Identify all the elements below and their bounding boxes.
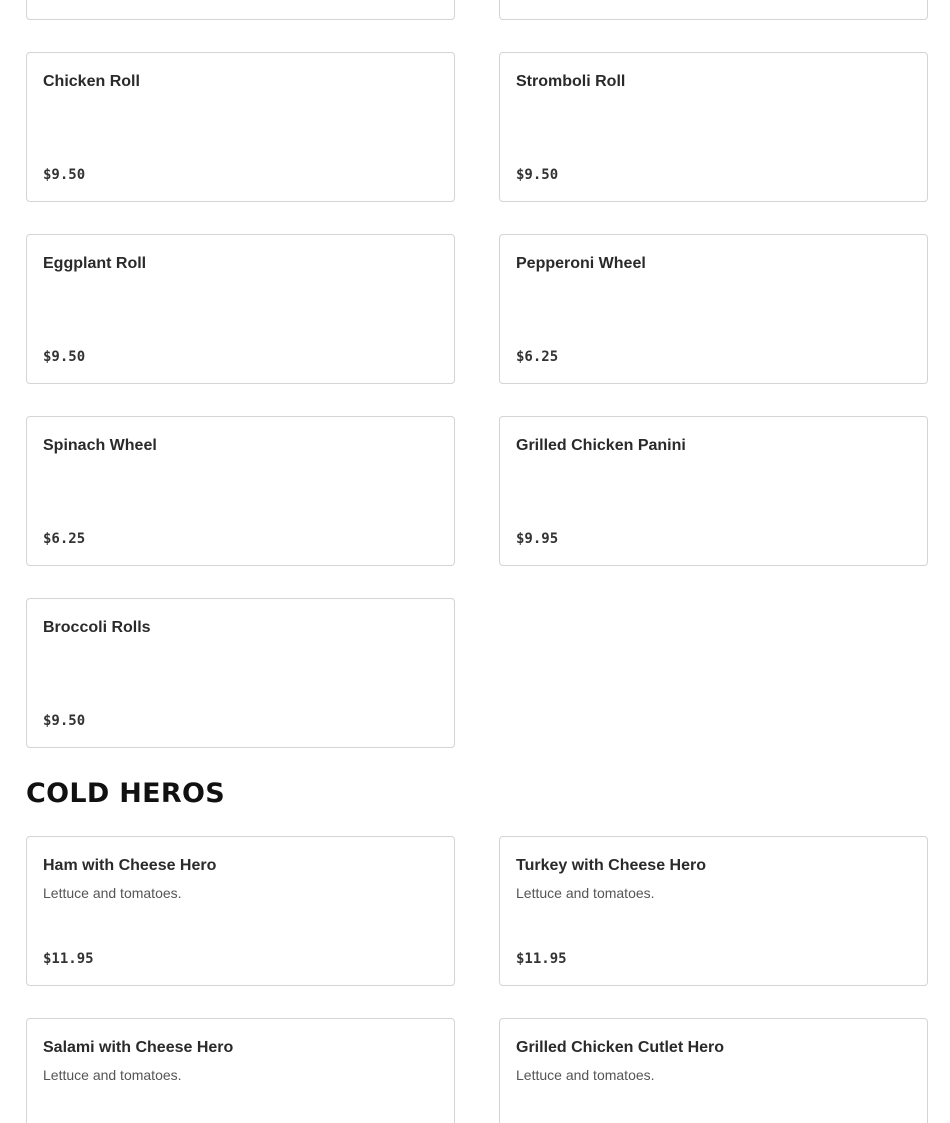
menu-item-card[interactable] (499, 0, 928, 20)
item-name: Pepperoni Wheel (516, 255, 646, 272)
menu-item-card[interactable] (499, 234, 928, 384)
item-name: Ham with Cheese Hero (43, 857, 217, 874)
item-price: $9.50 (516, 167, 559, 183)
menu-item-card[interactable] (499, 52, 928, 202)
item-price: $11.95 (516, 951, 567, 967)
menu-item-card[interactable] (26, 416, 455, 566)
menu-item-card[interactable] (499, 1018, 928, 1123)
item-name: Broccoli Rolls (43, 619, 151, 636)
menu-item-card[interactable] (26, 0, 455, 20)
menu-item-card[interactable] (26, 52, 455, 202)
menu-item-card[interactable] (26, 1018, 455, 1123)
item-name: Stromboli Roll (516, 73, 626, 90)
menu-item-card[interactable] (26, 234, 455, 384)
item-description: Lettuce and tomatoes. (516, 885, 655, 901)
item-price: $9.95 (516, 531, 559, 547)
item-price: $9.50 (43, 713, 86, 729)
item-name: Grilled Chicken Panini (516, 437, 686, 454)
item-name: Spinach Wheel (43, 437, 157, 454)
item-description: Lettuce and tomatoes. (43, 885, 182, 901)
item-name: Eggplant Roll (43, 255, 147, 272)
item-description: Lettuce and tomatoes. (43, 1067, 182, 1083)
item-description: Lettuce and tomatoes. (516, 1067, 655, 1083)
item-price: $9.50 (43, 167, 86, 183)
item-price: $6.25 (43, 531, 86, 547)
item-price: $9.50 (43, 349, 86, 365)
item-name: Turkey with Cheese Hero (516, 857, 706, 874)
item-name: Salami with Cheese Hero (43, 1039, 234, 1056)
menu-item-card[interactable] (499, 836, 928, 986)
menu-item-card[interactable] (26, 598, 455, 748)
section-title-cold-heros: COLD HEROS (26, 778, 226, 809)
item-name: Grilled Chicken Cutlet Hero (516, 1039, 725, 1056)
item-price: $11.95 (43, 951, 94, 967)
menu-item-card[interactable] (499, 416, 928, 566)
item-name: Chicken Roll (43, 73, 140, 90)
menu-item-card[interactable] (26, 836, 455, 986)
item-price: $6.25 (516, 349, 559, 365)
